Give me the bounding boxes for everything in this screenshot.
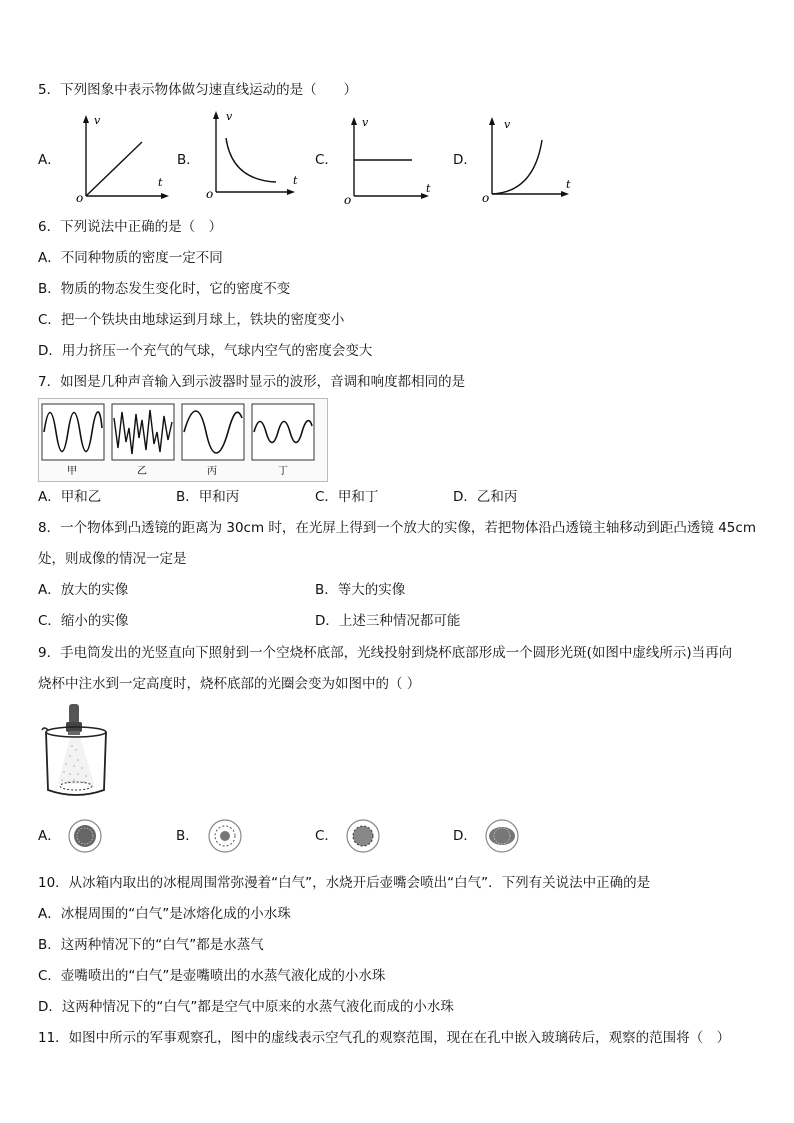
q10-option-d: D．这两种情况下的“白气”都是空气中原来的水蒸气液化而成的小水珠 [38, 999, 454, 1015]
q10-option-b: B．这两种情况下的“白气”都是水蒸气 [38, 937, 264, 953]
q11-stem: 11．如图中所示的军事观察孔，图中的虚线表示空气孔的观察范围，现在在孔中嵌入玻璃砖后，观察的范围将（ ） [38, 1030, 731, 1046]
q5-option-d-letter: D． [453, 152, 477, 168]
q8-option-a: A．放大的实像 [38, 582, 129, 598]
q6-option-c: C．把一个铁块由地球运到月球上，铁块的密度变小 [38, 312, 345, 328]
q5-graph-b [200, 108, 305, 200]
q5-graph-c [338, 114, 438, 206]
q5-a-t-label: t [158, 176, 163, 189]
label-jia: 甲 [67, 466, 77, 477]
q5-graph-d [476, 114, 581, 206]
q9-option-c-image [343, 818, 383, 854]
q5-c-t-label: t [426, 182, 431, 195]
beaker-flashlight-figure [40, 702, 120, 802]
q6-option-a: A．不同种物质的密度一定不同 [38, 250, 223, 266]
q7-option-d: D．乙和丙 [453, 489, 518, 505]
label-yi: 乙 [137, 466, 147, 477]
q9-option-d-letter: D． [453, 828, 477, 844]
q5-a-v-label: v [94, 114, 101, 127]
q7-option-c: C．甲和丁 [315, 489, 379, 505]
q7-option-a: A．甲和乙 [38, 489, 102, 505]
q5-b-o-label: o [206, 187, 214, 200]
q6-option-d: D．用力挤压一个充气的气球，气球内空气的密度会变大 [38, 343, 373, 359]
q7-waveform-figure [38, 398, 328, 482]
q8-option-d: D．上述三种情况都可能 [315, 613, 461, 629]
q9-option-d-image [482, 818, 522, 854]
q5-graph-a [70, 112, 175, 204]
q6-option-b: B．物质的物态发生变化时，它的密度不变 [38, 281, 291, 297]
q5-option-c-letter: C． [315, 152, 338, 168]
q5-option-a-letter: A． [38, 152, 61, 168]
q5-c-o-label: o [344, 193, 352, 206]
q9-option-c-letter: C． [315, 828, 338, 844]
q8-stem-line1: 8．一个物体到凸透镜的距离为 30cm 时，在光屏上得到一个放大的实像，若把物体沿凸透镜主轴移动到距凸透镜 45cm [38, 520, 756, 536]
q5-option-b-letter: B． [177, 152, 200, 168]
q10-option-c: C．壶嘴喷出的“白气”是壶嘴喷出的水蒸气液化成的小水珠 [38, 968, 386, 984]
q10-option-a: A．冰棍周围的“白气”是冰熔化成的小水珠 [38, 906, 291, 922]
q9-option-b-image [205, 818, 245, 854]
q9-option-a-image [65, 818, 105, 854]
label-ding: 丁 [278, 466, 288, 477]
q7-stem: 7．如图是几种声音输入到示波器时显示的波形，音调和响度都相同的是 [38, 374, 466, 390]
q6-stem: 6．下列说法中正确的是（ ） [38, 219, 223, 235]
q5-d-t-label: t [566, 178, 571, 191]
q9-stem-line1: 9．手电筒发出的光竖直向下照射到一个空烧杯底部，光线投射到烧杯底部形成一个圆形光斑(如图中虚线所示)当再向 [38, 645, 733, 661]
q9-option-b-letter: B． [176, 828, 199, 844]
q7-option-b: B．甲和丙 [176, 489, 240, 505]
q8-stem-line2: 处，则成像的情况一定是 [38, 551, 187, 567]
q5-b-t-label: t [293, 174, 298, 187]
q5-c-v-label: v [362, 116, 369, 129]
q8-option-c: C．缩小的实像 [38, 613, 129, 629]
q5-b-v-label: v [226, 110, 233, 123]
q5-d-o-label: o [482, 191, 490, 205]
q5-stem: 5．下列图象中表示物体做匀速直线运动的是（ ） [38, 82, 358, 98]
label-bing: 丙 [207, 466, 217, 477]
q5-a-o-label: o [76, 191, 84, 204]
q9-option-a-letter: A． [38, 828, 61, 844]
q5-d-v-label: v [504, 118, 511, 131]
q10-stem: 10．从冰箱内取出的冰棍周围常弥漫着“白气”，水烧开后壶嘴会喷出“白气”．下列有关说法中正确的是 [38, 875, 651, 891]
q9-stem-line2: 烧杯中注水到一定高度时，烧杯底部的光圈会变为如图中的（ ） [38, 676, 421, 692]
q8-option-b: B．等大的实像 [315, 582, 406, 598]
